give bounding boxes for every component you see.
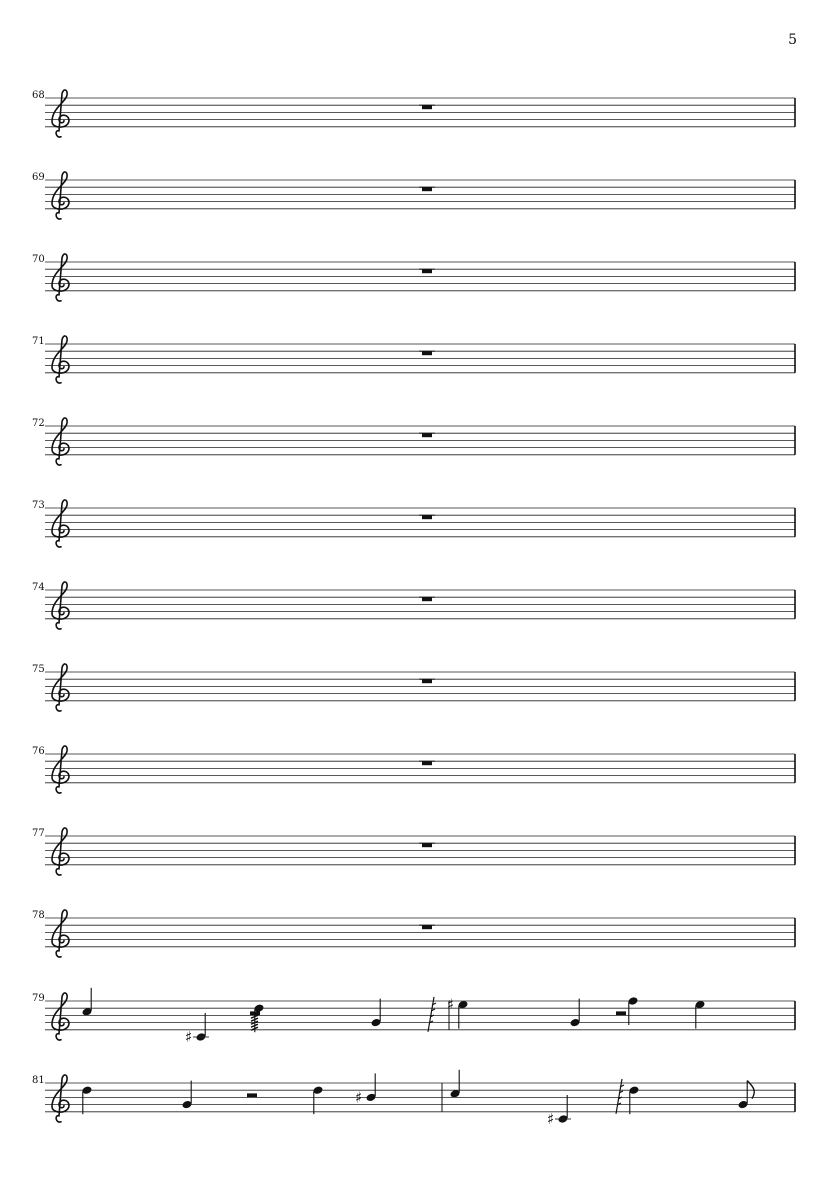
page-number: 5 [788, 32, 797, 48]
whole-rest-icon [422, 679, 432, 683]
measure-number: 81 [32, 1075, 45, 1086]
treble-clef-icon [52, 746, 69, 793]
treble-clef-icon [52, 993, 69, 1040]
whole-rest-icon [422, 597, 432, 601]
treble-clef-icon [52, 1075, 69, 1122]
treble-clef-icon [52, 910, 69, 957]
treble-clef-icon [52, 828, 69, 875]
measure-number: 76 [32, 746, 45, 757]
treble-clef-icon [52, 172, 69, 219]
treble-clef-icon [52, 254, 69, 301]
whole-rest-icon [422, 515, 432, 519]
whole-rest-icon [422, 269, 432, 273]
short-rest-icon [616, 1079, 624, 1114]
whole-rest-icon [422, 925, 432, 929]
whole-rest-icon [422, 105, 432, 109]
measure-number: 79 [32, 993, 45, 1004]
measure-number: 73 [32, 500, 45, 511]
measure-number: 70 [32, 254, 45, 265]
treble-clef-icon [52, 500, 69, 547]
sharp-icon: ♯ [447, 995, 455, 1014]
whole-rest-icon [422, 843, 432, 847]
whole-rest-icon [422, 187, 432, 191]
short-rest-icon [428, 997, 436, 1032]
measure-number: 68 [32, 90, 45, 101]
whole-rest-icon [422, 351, 432, 355]
measure-number: 77 [32, 828, 45, 839]
sharp-icon: ♯ [547, 1110, 555, 1128]
treble-clef-icon [52, 582, 69, 629]
measure-number: 78 [32, 910, 45, 921]
measure-number: 72 [32, 418, 45, 429]
treble-clef-icon [52, 90, 69, 137]
treble-clef-icon [52, 664, 69, 711]
half-rest-icon [616, 1011, 626, 1015]
treble-clef-icon [52, 336, 69, 383]
whole-rest-icon [422, 761, 432, 765]
sharp-icon: ♯ [355, 1088, 363, 1107]
measure-number: 74 [32, 582, 45, 593]
measure-number: 75 [32, 664, 45, 675]
whole-rest-icon [422, 433, 432, 437]
measure-number: 71 [32, 336, 45, 347]
half-rest-icon [247, 1093, 257, 1097]
sharp-icon: ♯ [185, 1028, 193, 1046]
measure-number: 69 [32, 172, 45, 183]
treble-clef-icon [52, 418, 69, 465]
